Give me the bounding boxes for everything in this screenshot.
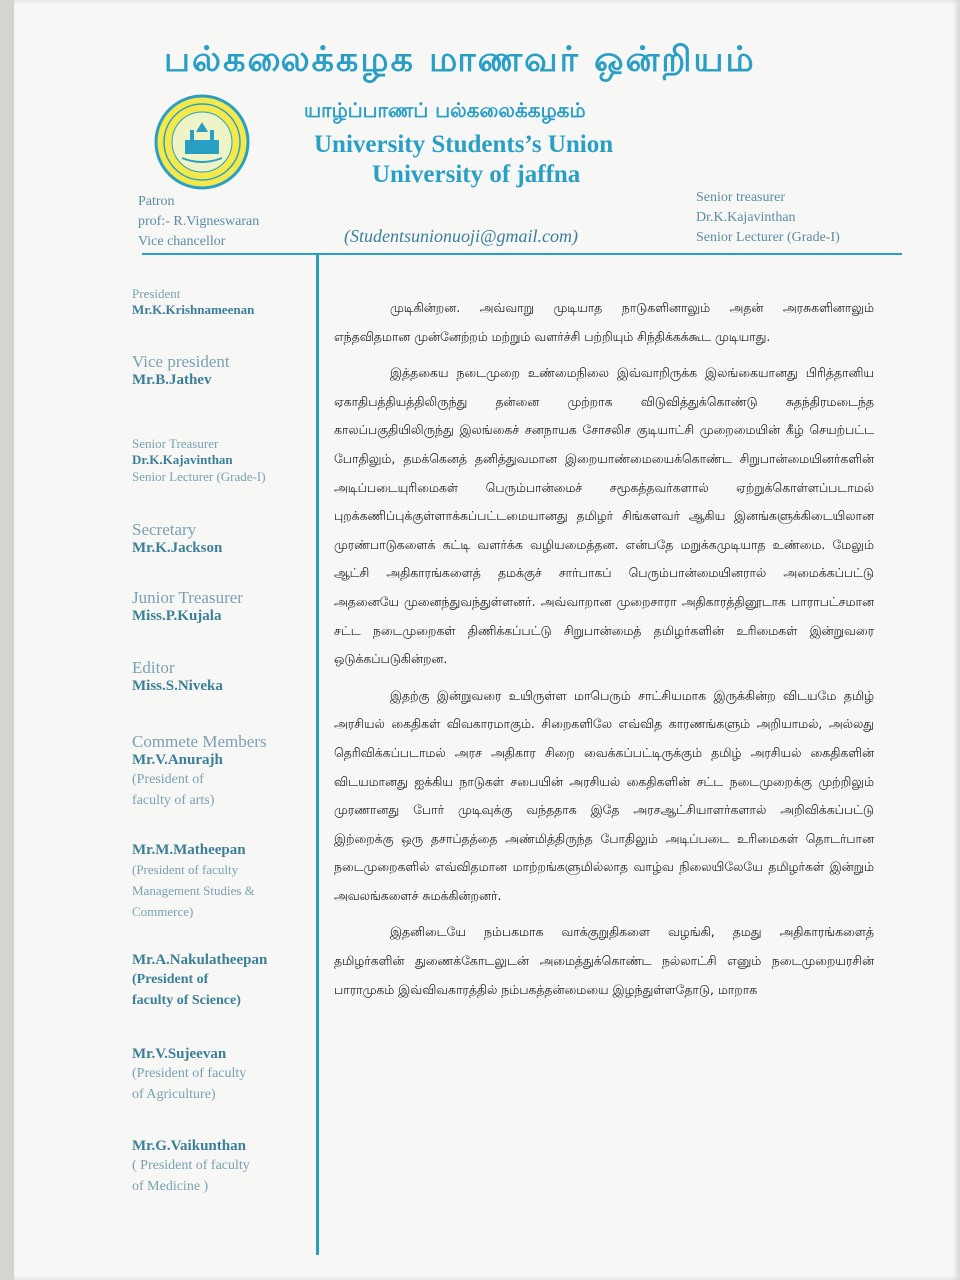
officer-name: Mr.K.Krishnameenan xyxy=(132,302,255,317)
sidebar-vice-president xyxy=(132,352,314,389)
committee-member-name: Mr.A.Nakulatheepan xyxy=(132,952,268,968)
body-paragraph: இதனிடையே நம்பகமாக வாக்குறுதிகளை வழங்கி, தமது அதிகாரங்களைத் தமிழர்களின் துணைக்கோடலுடன் அமைத்துக்கொண்ட நல்லாட்சி எனும் நடைமுறையரசின் பாராமுகம் இவ்விவகாரத்தில் நம்பகத்தன்மையை இழந்துள்ளதோடு, மாறாக xyxy=(334,924,874,997)
union-title-tamil: பல்கலைக்கழக மாணவர் ஒன்றியம் xyxy=(164,40,756,80)
committee-member-faculty: of Agriculture) xyxy=(132,1087,216,1102)
university-name-english: University of jaffna xyxy=(372,161,581,188)
senior-treasurer-role: Senior treasurer xyxy=(696,190,786,205)
committee-member-faculty: ( President of faculty xyxy=(132,1158,250,1173)
senior-treasurer-block xyxy=(696,188,840,248)
officer-role: Secretary xyxy=(132,520,197,539)
committee-member-faculty: Commerce) xyxy=(132,904,194,919)
officer-role: Junior Treasurer xyxy=(132,588,243,607)
committee-member-faculty: faculty of Science) xyxy=(132,993,241,1008)
committee-member-faculty: Management Studies & xyxy=(132,883,255,898)
officer-role: President xyxy=(132,286,181,301)
officer-name: Dr.K.Kajavinthan xyxy=(132,452,233,467)
committee-member-faculty: of Medicine ) xyxy=(132,1179,209,1194)
committee-member-faculty: (President of faculty xyxy=(132,1066,247,1081)
committee-member-name: Mr.M.Matheepan xyxy=(132,842,246,858)
body-paragraph: இதற்கு இன்றுவரை உயிருள்ள மாபெரும் சாட்சியமாக இருக்கின்ற விடயமே தமிழ் அரசியல் கைதிகள் விவகாரமாகும். சிறைகளிலே எவ்வித காரணங்களும் அறியாமல், அல்லது தெரிவிக்கப்படாமல் அரச அதிகார சிறை வைக்கப்பட்டிருக்கும் தமிழ் அரசியல் கைதிகளின் விடயமானது ஐக்கிய நாடுகள் சபையின் அரசியல் கைதிகளின் சட்ட நடைமுறைக்கு முற்றிலும் முரணானது போர் முடிவுக்கு வந்ததாக இதே அரசஆட்சியாளர்களால் அறிவிக்கப்பட்டு இற்றைக்கு ஒரு தசாப்தத்தை அண்மித்திருந்த போதிலும் அடிப்படை உரிமைகள் தொடர்பான நடைமுறைகளில் எவ்விதமான மாற்றங்களுமில்லாத வாழ்வ நிலையிலேயே தமிழர்கள் இன்றும் அவலங்களைச் சுமக்கின்றனர். xyxy=(334,687,874,903)
committee-member-name: Mr.V.Anurajh xyxy=(132,752,223,768)
senior-treasurer-name: Dr.K.Kajavinthan xyxy=(696,210,796,225)
officer-name: Mr.B.Jathev xyxy=(132,372,212,388)
header-divider xyxy=(142,253,902,255)
officer-name: Miss.P.Kujala xyxy=(132,608,222,624)
body-paragraph: இத்தகைய நடைமுறை உண்மைநிலை இவ்வாறிருக்க இலங்கையானது பிரித்தானிய ஏகாதிபத்தியத்திலிருந்து தன்னை முற்றாக விடுவித்துக்கொண்டு சுதந்திரமடைந்த காலப்பகுதியிலிருந்து இலங்கைச் சனநாயக சோசலிச குடியாட்சி முறைமையின் கீழ் செயற்பட்ட போதிலும், தமக்கெனத் தனித்துவமான இறையாண்மையைக்கொண்ட சிறுபான்மையினர்களின் அடிப்படையுரிமைகள் பெரும்பான்மைச் சமூகத்தவர்களால் ஏற்றுக்கொள்ளப்படாமல் புறக்கணிப்புக்குள்ளாக்கப்பட்டமையானது தமிழர் சிங்களவர் ஆகிய இனங்களுக்கிடையிலான முரண்பாடுகளைக் கட்டி வளர்க்க வழியமைத்தன. என்பதே மறுக்கமுடியாத உண்மை. மேலும் ஆட்சி அதிகாரங்களைத் தமக்குச் சார்பாகப் பெரும்பான்மையினரால் அமைக்கப்பட்டு அதனையே முனைந்துவந்துள்ளனர். அவ்வாறான முறைசாரா அதிகாரத்தினூடாக பாராபட்சமான சட்ட நடைமுறைகள் திணிக்கப்பட்டு சிறுபான்மைத் தமிழர்களின் உரிமைகள் இன்றுவரை ஒடுக்கப்படுகின்றன. xyxy=(334,365,874,667)
officer-role: Senior Treasurer xyxy=(132,436,219,451)
university-seal-icon xyxy=(152,92,252,192)
union-email: (Studentsunionuoji@gmail.com) xyxy=(344,226,579,246)
committee-member-faculty: faculty of arts) xyxy=(132,793,215,808)
patron-title: Vice chancellor xyxy=(138,234,226,249)
sidebar-committee-member xyxy=(132,842,314,922)
sidebar-committee-member xyxy=(132,952,314,1011)
patron-block xyxy=(138,192,259,252)
committee-member-name: Mr.V.Sujeevan xyxy=(132,1046,227,1062)
committee-member-faculty: (President of xyxy=(132,772,204,787)
union-title-english: University Students’s Union xyxy=(314,131,614,158)
body-paragraph: முடிகின்றன. அவ்வாறு முடியாத நாடுகளினாலும் அதன் அரசுகளினாலும் எந்தவிதமான முன்னேற்றம் மற்றும் வளர்ச்சி பற்றியும் சிந்திக்கக்கூட முடியாது. xyxy=(334,300,874,344)
sidebar-junior-treasurer xyxy=(132,588,314,625)
patron-name: prof:- R.Vigneswaran xyxy=(138,214,260,229)
letterhead-page xyxy=(14,0,960,1280)
officer-title: Senior Lecturer (Grade-I) xyxy=(132,469,266,484)
officer-name: Mr.K.Jackson xyxy=(132,540,223,556)
sidebar-editor xyxy=(132,658,314,695)
sidebar-committee-member xyxy=(132,1138,314,1197)
officer-name: Miss.S.Niveka xyxy=(132,678,223,694)
committee-member-faculty: (President of faculty xyxy=(132,862,239,877)
sidebar-divider xyxy=(316,255,319,1255)
committee-member-faculty: (President of xyxy=(132,972,209,987)
officer-role: Editor xyxy=(132,658,175,677)
patron-role: Patron xyxy=(138,194,175,209)
committee-heading: Commete Members xyxy=(132,732,267,751)
letter-body xyxy=(334,294,874,1012)
sidebar-committee-member xyxy=(132,1046,314,1105)
sidebar-secretary xyxy=(132,520,314,557)
sidebar-committee xyxy=(132,732,314,811)
sidebar-senior-treasurer xyxy=(132,436,314,486)
senior-treasurer-title: Senior Lecturer (Grade-I) xyxy=(696,230,840,245)
committee-member-name: Mr.G.Vaikunthan xyxy=(132,1138,246,1154)
sidebar-president xyxy=(132,286,314,318)
university-name-tamil: யாழ்ப்பாணப் பல்கலைக்கழகம் xyxy=(304,98,586,122)
officer-role: Vice president xyxy=(132,352,230,371)
